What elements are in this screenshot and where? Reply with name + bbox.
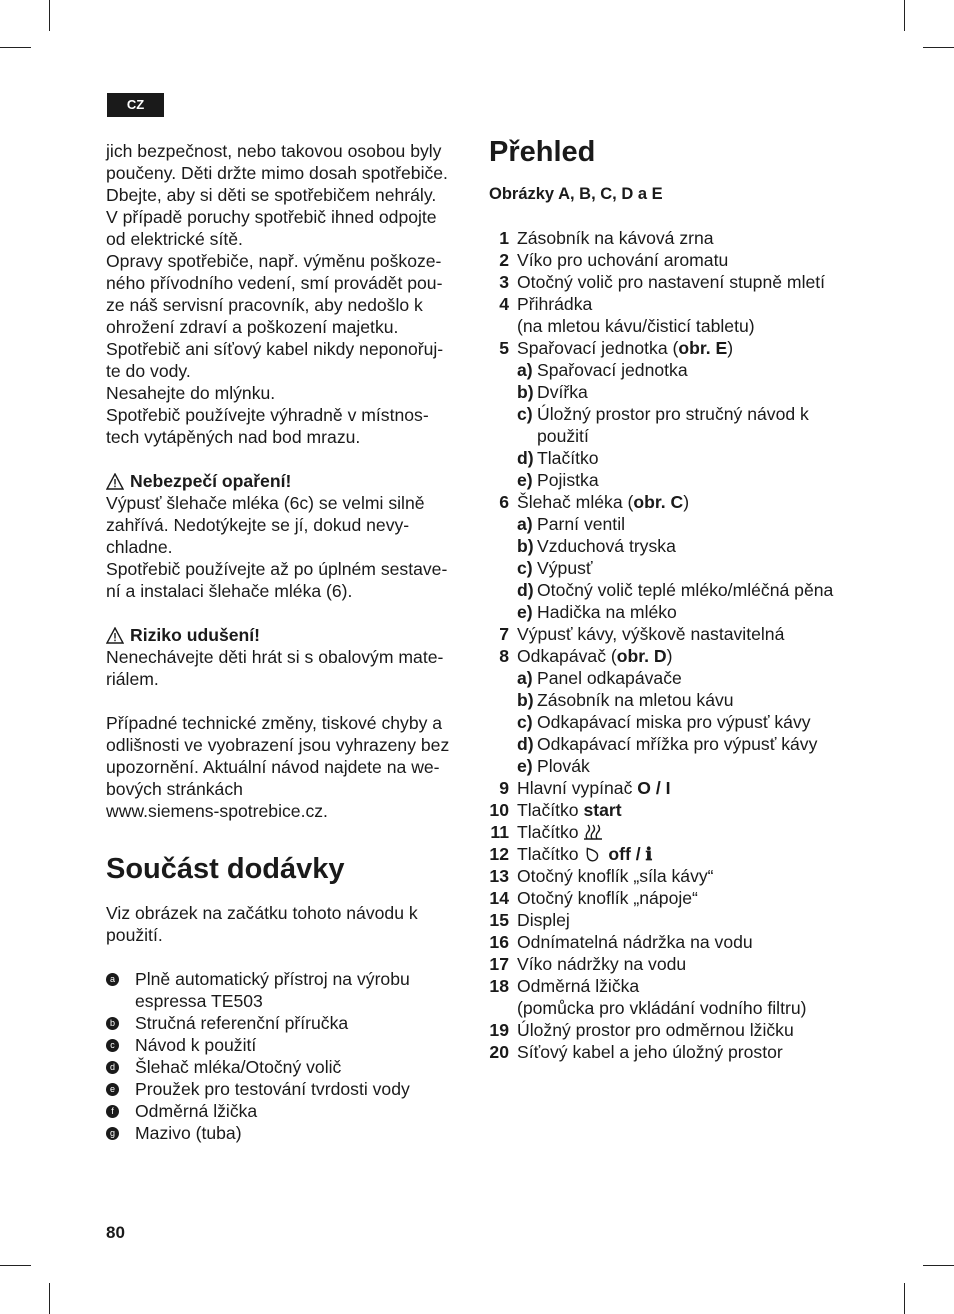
crop-mark (923, 47, 954, 48)
overview-item (489, 865, 889, 887)
item-text (517, 645, 889, 667)
crop-mark (904, 1283, 905, 1314)
bullet-letter-badge: g (106, 1127, 119, 1140)
crop-mark (49, 0, 50, 31)
text-line: chladne. (106, 537, 173, 557)
text-line: Úložný prostor pro stručný návod k (537, 404, 809, 424)
text-line: te do vody. (106, 361, 191, 381)
item-label: Odkapávač ( (517, 646, 617, 666)
overview-subitem (517, 733, 889, 755)
text-line: od elektrické sítě. (106, 229, 243, 249)
subitem-letter: e) (517, 602, 533, 622)
item-label: Odnímatelná nádržka na vodu (517, 932, 753, 952)
text-line: Parní ventil (537, 514, 626, 534)
overview-item (489, 337, 889, 359)
text-line: použití. (106, 925, 163, 945)
text-line (517, 975, 889, 997)
overview-item (489, 1041, 889, 1063)
item-text (517, 799, 889, 821)
item-bold-label: obr. E (678, 338, 728, 358)
bullet-letter-badge: c (106, 1039, 119, 1052)
subitem-text (537, 601, 677, 623)
item-number: 15 (489, 910, 509, 930)
delivery-item (106, 1100, 468, 1122)
text-line (517, 799, 889, 821)
text-line (517, 249, 889, 271)
text-line: Spotřebič ani síťový kabel nikdy neponořuj- (106, 339, 444, 359)
item-number: 6 (499, 492, 509, 512)
warning-scald (106, 470, 468, 492)
delivery-item-text (135, 1012, 348, 1034)
text-line: Spotřebič používejte výhradně v místnos- (106, 405, 429, 425)
text-line: Odměrná lžička (135, 1101, 258, 1121)
warning-scald-text (106, 492, 468, 602)
warning-title: Nebezpečí opaření! (130, 471, 292, 491)
item-number: 4 (499, 294, 509, 314)
delivery-heading: Součást dodávky (106, 853, 345, 885)
item-label: Tlačítko (517, 822, 584, 842)
delivery-item-text (135, 1034, 256, 1056)
item-label: Displej (517, 910, 570, 930)
item-label: Síťový kabel a jeho úložný prostor (517, 1042, 783, 1062)
item-number: 11 (490, 822, 509, 842)
text-line: Nesahejte do mlýnku. (106, 383, 276, 403)
overview-subitem (517, 579, 889, 601)
text-line: Plně automatický přístroj na výrobu (135, 969, 410, 989)
item-label-suffix: ) (727, 338, 734, 358)
item-label: Přihrádka (517, 294, 593, 314)
overview-item (489, 953, 889, 975)
safety-intro (106, 140, 468, 448)
text-line (517, 843, 889, 865)
right-column (489, 135, 889, 1063)
item-text (517, 491, 889, 513)
item-number: 5 (499, 338, 509, 358)
subitem-text (537, 381, 588, 403)
item-text (517, 887, 889, 909)
overview-item (489, 777, 889, 799)
item-label: Tlačítko (517, 800, 584, 820)
text-line: Panel odkapávače (537, 668, 682, 688)
subitem-letter: c) (517, 712, 533, 732)
text-line: Vzduchová tryska (537, 536, 676, 556)
text-line: Plovák (537, 756, 590, 776)
text-line: Opravy spotřebiče, např. výměnu poškoze- (106, 251, 442, 271)
item-label: Tlačítko (517, 844, 584, 864)
text-line (517, 931, 889, 953)
text-line: V případě poruchy spotřebič ihned odpojte (106, 207, 437, 227)
text-line: espressa TE503 (135, 991, 263, 1011)
delivery-item-text (135, 1100, 257, 1122)
overview-item (489, 975, 889, 1019)
delivery-item (106, 1034, 468, 1056)
text-line: Proužek pro testování tvrdosti vody (135, 1079, 410, 1099)
subitem-text (537, 667, 682, 689)
text-line: Pojistka (537, 470, 599, 490)
delivery-item (106, 1012, 468, 1034)
item-bold-label: start (583, 800, 622, 820)
item-label: Otočný knoflík „síla kávy“ (517, 866, 714, 886)
steam-icon (583, 824, 603, 840)
subitem-letter: e) (517, 470, 533, 490)
item-number: 1 (499, 228, 509, 248)
item-number: 20 (489, 1042, 509, 1062)
text-line (517, 909, 889, 931)
text-line: jich bezpečnost, nebo takovou osobou byly (106, 141, 442, 161)
text-line (517, 491, 889, 513)
item-text (517, 271, 889, 293)
text-line (517, 227, 889, 249)
item-text (517, 821, 889, 843)
text-line (517, 337, 889, 359)
text-line: (na mletou kávu/čisticí tabletu) (517, 316, 755, 336)
text-line (517, 953, 889, 975)
item-text (517, 777, 889, 799)
item-text (517, 1019, 889, 1041)
subitem-text (537, 359, 688, 381)
subitem-text (537, 755, 590, 777)
crop-mark (0, 47, 31, 48)
overview-item (489, 931, 889, 953)
item-text (517, 227, 889, 249)
page-number: 80 (106, 1223, 125, 1242)
text-line: ohrožení zdraví a poškození majetku. (106, 317, 399, 337)
subitem-letter: d) (517, 734, 534, 754)
text-line: Dvířka (537, 382, 588, 402)
item-number: 9 (499, 778, 509, 798)
overview-subitem (517, 403, 889, 447)
delivery-item (106, 968, 468, 1012)
delivery-item (106, 1078, 468, 1100)
overview-subitem (517, 601, 889, 623)
item-text (517, 293, 889, 337)
bullet-letter-badge: f (106, 1105, 119, 1118)
text-line: riálem. (106, 669, 159, 689)
text-line: odlišnosti ve vyobrazení jsou vyhrazeny bez (106, 735, 450, 755)
subitem-text (537, 689, 734, 711)
overview-subitem (517, 557, 889, 579)
delivery-item-text (135, 968, 410, 1012)
subitem-text (537, 557, 593, 579)
overview-subitem (517, 359, 889, 381)
text-line: Výpusť (537, 558, 593, 578)
text-line: bových stránkách (106, 779, 243, 799)
subitem-letter: b) (517, 382, 534, 402)
item-text (517, 953, 889, 975)
item-label: Úložný prostor pro odměrnou lžičku (517, 1020, 794, 1040)
text-line: Spotřebič používejte až po úplném sestave- (106, 559, 448, 579)
item-text (517, 975, 889, 1019)
overview-item (489, 887, 889, 909)
item-label: Hlavní vypínač (517, 778, 638, 798)
item-number: 10 (489, 800, 509, 820)
item-number: 17 (489, 954, 509, 974)
text-line: Odkapávací mřížka pro výpusť kávy (537, 734, 818, 754)
overview-subitem (517, 381, 889, 403)
text-line: Zásobník na mletou kávu (537, 690, 734, 710)
subitem-text (537, 579, 833, 601)
item-number: 12 (489, 844, 509, 864)
item-number: 13 (489, 866, 509, 886)
subitem-text (537, 403, 809, 447)
item-number: 2 (499, 250, 509, 270)
text-line: Viz obrázek na začátku tohoto návodu k (106, 903, 418, 923)
item-number: 18 (489, 976, 509, 996)
delivery-list (106, 968, 468, 1144)
text-line: Hadička na mléko (537, 602, 677, 622)
warning-title: Riziko udušení! (130, 625, 261, 645)
item-label: Výpusť kávy, výškově nastavitelná (517, 624, 785, 644)
overview-subitem (517, 535, 889, 557)
subitem-letter: a) (517, 360, 533, 380)
item-text (517, 1041, 889, 1063)
subitem-letter: c) (517, 558, 533, 578)
crop-mark (904, 0, 905, 31)
subitem-text (537, 711, 811, 733)
overview-subitem (517, 689, 889, 711)
crop-mark (49, 1283, 50, 1314)
overview-item (489, 821, 889, 843)
text-line: upozornění. Aktuální návod najdete na we- (106, 757, 440, 777)
overview-item (489, 909, 889, 931)
item-text (517, 931, 889, 953)
subitem-letter: d) (517, 448, 534, 468)
text-line: Stručná referenční příručka (135, 1013, 349, 1033)
text-line: Otočný volič teplé mléko/mléčná pěna (537, 580, 834, 600)
text-line: ní a instalaci šlehače mléka (6). (106, 581, 353, 601)
item-number: 8 (499, 646, 509, 666)
text-line: Dbejte, aby si děti se spotřebičem nehrály. (106, 185, 437, 205)
item-number: 16 (489, 932, 509, 952)
overview-subitem (517, 755, 889, 777)
overview-item (489, 843, 889, 865)
subitem-letter: b) (517, 536, 534, 556)
text-line (517, 293, 889, 315)
text-line: zahřívá. Nedotýkejte se jí, dokud nevy- (106, 515, 410, 535)
text-line: Mazivo (tuba) (135, 1123, 242, 1143)
text-line (517, 865, 889, 887)
drop-icon (583, 846, 603, 862)
overview-item (489, 1019, 889, 1041)
item-number: 7 (499, 624, 509, 644)
text-line: poučeny. Děti držte mimo dosah spotřebiče. (106, 163, 448, 183)
bullet-letter-badge: b (106, 1017, 119, 1030)
subitem-letter: e) (517, 756, 533, 776)
delivery-item (106, 1056, 468, 1078)
item-label: Spařovací jednotka ( (517, 338, 679, 358)
item-bold-label: obr. C (633, 492, 684, 512)
item-number: 14 (489, 888, 509, 908)
overview-item (489, 227, 889, 249)
item-label: Otočný knoflík „nápoje“ (517, 888, 698, 908)
item-label: Víko nádržky na vodu (517, 954, 687, 974)
text-line: ze náš servisní pracovník, aby nedošlo k (106, 295, 423, 315)
item-bold-label: O / I (637, 778, 671, 798)
overview-item (489, 799, 889, 821)
bullet-letter-badge: a (106, 973, 119, 986)
text-line: tech vytápěných nad bod mrazu. (106, 427, 361, 447)
item-label-suffix: ) (683, 492, 690, 512)
crop-mark (0, 1265, 31, 1266)
overview-subitem (517, 513, 889, 535)
item-number: 19 (489, 1020, 509, 1040)
notice-text (106, 712, 468, 822)
delivery-item-text (135, 1056, 341, 1078)
item-label: Otočný volič pro nastavení stupně mletí (517, 272, 826, 292)
text-line: Tlačítko (537, 448, 599, 468)
warning-triangle-icon (106, 473, 124, 490)
overview-subitem (517, 469, 889, 491)
text-line: Odkapávací miska pro výpusť kávy (537, 712, 811, 732)
text-line (517, 777, 889, 799)
subitem-text (537, 733, 817, 755)
item-text (517, 865, 889, 887)
item-label: Zásobník na kávová zrna (517, 228, 714, 248)
subitem-letter: b) (517, 690, 534, 710)
bullet-letter-badge: e (106, 1083, 119, 1096)
overview-list (489, 227, 889, 1063)
text-line: Spařovací jednotka (537, 360, 688, 380)
warning-suffocation (106, 624, 468, 646)
item-text (517, 249, 889, 271)
subitem-letter: a) (517, 668, 533, 688)
text-line: (pomůcka pro vkládání vodního filtru) (517, 998, 807, 1018)
item-text (517, 843, 889, 865)
item-text (517, 909, 889, 931)
overview-item (489, 645, 889, 667)
delivery-intro (106, 902, 468, 946)
text-line (517, 887, 889, 909)
delivery-item-text (135, 1122, 242, 1144)
overview-item (489, 249, 889, 271)
text-line: Výpusť šlehače mléka (6c) se velmi silně (106, 493, 425, 513)
text-line: Nenechávejte děti hrát si s obalovým mate- (106, 647, 444, 667)
subitem-letter: a) (517, 514, 533, 534)
text-line (517, 821, 889, 843)
text-line: ného přívodního vedení, smí provádět pou- (106, 273, 443, 293)
text-line (517, 645, 889, 667)
overview-subitem (517, 447, 889, 469)
subitem-letter: d) (517, 580, 534, 600)
text-line: Šlehač mléka/Otočný volič (135, 1057, 342, 1077)
overview-item (489, 623, 889, 645)
text-line: www.siemens-spotrebice.cz. (106, 801, 328, 821)
warning-triangle-icon (106, 627, 124, 644)
overview-subheading: Obrázky A, B, C, D a E (489, 185, 663, 203)
text-line: Návod k použití (135, 1035, 257, 1055)
crop-mark (923, 1265, 954, 1266)
overview-subitem (517, 667, 889, 689)
overview-item (489, 491, 889, 513)
overview-heading: Přehled (489, 136, 596, 168)
delivery-item-text (135, 1078, 410, 1100)
text-line (517, 1041, 889, 1063)
bullet-letter-badge: d (106, 1061, 119, 1074)
item-label: Víko pro uchování aromatu (517, 250, 729, 270)
text-line (517, 1019, 889, 1041)
subitem-text (537, 447, 599, 469)
language-badge: CZ (107, 93, 164, 117)
text-line (517, 271, 889, 293)
item-label: Odměrná lžička (517, 976, 640, 996)
left-column (106, 140, 468, 1144)
delivery-item (106, 1122, 468, 1144)
subitem-text (537, 513, 625, 535)
text-line: Případné technické změny, tiskové chyby a (106, 713, 443, 733)
subitem-letter: c) (517, 404, 533, 424)
overview-subitem (517, 711, 889, 733)
overview-item (489, 293, 889, 337)
warning-suffocation-text (106, 646, 468, 690)
subitem-text (537, 469, 599, 491)
item-text (517, 337, 889, 359)
item-label: Šlehač mléka ( (517, 492, 634, 512)
item-number: 3 (499, 272, 509, 292)
item-bold-label: off / ℹ (608, 844, 653, 864)
text-line: použití (537, 426, 589, 446)
overview-item (489, 271, 889, 293)
subitem-text (537, 535, 676, 557)
text-line (517, 623, 889, 645)
item-label-suffix: ) (666, 646, 673, 666)
item-text (517, 623, 889, 645)
item-bold-label: obr. D (616, 646, 667, 666)
